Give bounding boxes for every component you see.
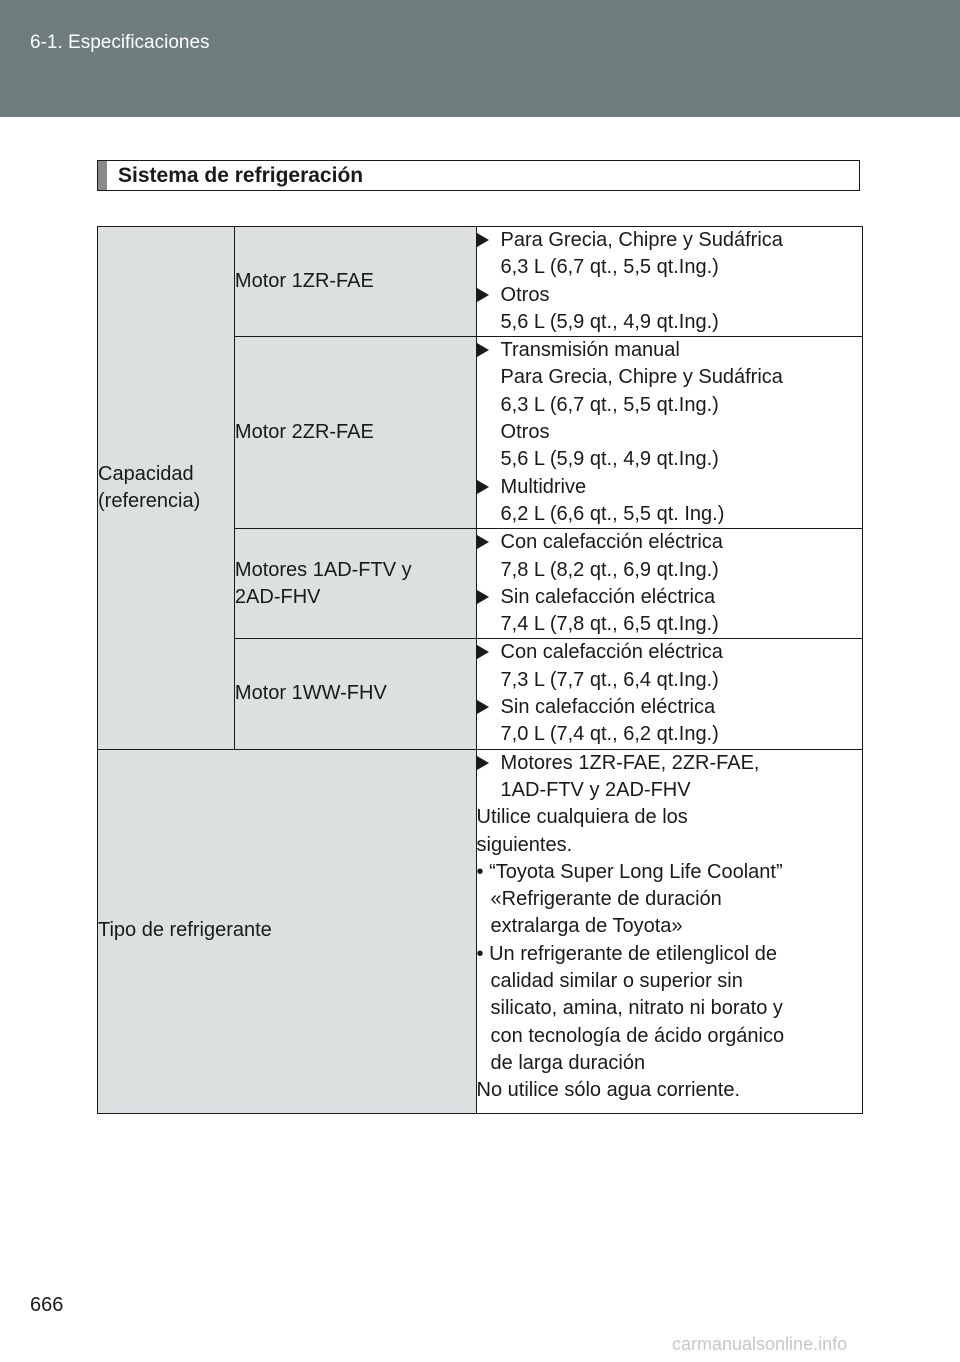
capacity-label-line: Capacidad <box>98 462 194 485</box>
value-text: Otros <box>500 421 550 444</box>
triangle-bullet-icon <box>477 590 489 604</box>
bullet-text: • Un refrigerante de etilenglicol de <box>476 942 778 965</box>
value-line <box>477 446 862 473</box>
value-text: Motores 1ZR-FAE, 2ZR-FAE, <box>500 751 760 774</box>
engine-cell <box>234 639 476 749</box>
triangle-bullet-icon <box>477 288 489 302</box>
title-accent-bar <box>98 161 107 190</box>
value-line <box>477 364 862 391</box>
value-line <box>477 639 862 666</box>
section-title-box <box>97 160 860 191</box>
bullet-text: de larga duración <box>490 1051 646 1074</box>
table-row <box>98 749 863 1113</box>
coolant-spec-table <box>97 226 863 1114</box>
value-text: Multidrive <box>500 475 587 498</box>
capacity-value-cell <box>476 529 862 639</box>
value-text: 7,4 L (7,8 qt., 6,5 qt.Ing.) <box>500 613 719 636</box>
value-text: Con calefacción eléctrica <box>500 531 723 554</box>
value-line <box>477 667 862 694</box>
bullet-text: «Refrigerante de duración <box>490 888 722 911</box>
value-text: 1AD-FTV y 2AD-FHV <box>500 778 691 801</box>
triangle-bullet-icon <box>477 233 489 247</box>
triangle-bullet-icon <box>477 343 489 357</box>
value-line <box>477 309 862 336</box>
value-text: 7,8 L (8,2 qt., 6,9 qt.Ing.) <box>500 558 719 581</box>
value-text: Para Grecia, Chipre y Sudáfrica <box>500 229 783 251</box>
bullet-text: silicato, amina, nitrato ni borato y <box>490 997 783 1020</box>
page-header <box>0 0 960 117</box>
bullet-text: calidad similar o superior sin <box>490 970 743 993</box>
value-text: 6,2 L (6,6 qt., 5,5 qt. Ing.) <box>500 502 725 525</box>
value-line <box>477 611 862 638</box>
engine-cell <box>234 529 476 639</box>
value-line <box>477 557 862 584</box>
bullet-text: extralarga de Toyota» <box>490 915 683 938</box>
engine-name-line: Motor 1WW-FHV <box>234 682 387 705</box>
value-line <box>477 282 862 309</box>
value-line <box>477 501 862 528</box>
value-line <box>477 254 862 281</box>
capacity-label-cell <box>98 227 235 750</box>
engine-name-line: Motor 1ZR-FAE <box>234 269 374 292</box>
value-text: 5,6 L (5,9 qt., 4,9 qt.Ing.) <box>500 310 719 333</box>
value-line <box>477 419 862 446</box>
section-title: Sistema de refrigeración <box>118 164 364 187</box>
engine-name-line: Motor 2ZR-FAE <box>234 421 374 444</box>
bullet-text: • “Toyota Super Long Life Coolant” <box>476 860 783 883</box>
section-breadcrumb: 6-1. Especificaciones <box>30 32 210 53</box>
value-line <box>477 227 862 254</box>
value-line <box>477 584 862 611</box>
capacity-value-cell <box>476 337 862 529</box>
triangle-bullet-icon <box>477 756 489 770</box>
value-line <box>477 474 862 501</box>
capacity-label-line: (referencia) <box>98 489 201 512</box>
value-text: 6,3 L (6,7 qt., 5,5 qt.Ing.) <box>500 256 719 279</box>
value-line <box>477 777 862 804</box>
triangle-bullet-icon <box>477 700 489 714</box>
value-text: 6,3 L (6,7 qt., 5,5 qt.Ing.) <box>500 393 719 416</box>
value-line <box>477 694 862 721</box>
value-text: Con calefacción eléctrica <box>500 641 723 664</box>
value-text: 7,3 L (7,7 qt., 6,4 qt.Ing.) <box>500 668 719 691</box>
triangle-bullet-icon <box>477 535 489 549</box>
value-text: Otros <box>500 283 550 306</box>
triangle-bullet-icon <box>477 645 489 659</box>
table-row <box>98 227 863 337</box>
value-line <box>477 721 862 748</box>
coolant-type-label-cell <box>98 749 477 1113</box>
value-line <box>477 750 862 777</box>
triangle-bullet-icon <box>477 480 489 494</box>
intro-text: siguientes. <box>476 833 573 856</box>
value-text: Transmisión manual <box>500 339 680 362</box>
engine-name-line: Motores 1AD-FTV y <box>234 558 412 581</box>
engine-name-line: 2AD-FHV <box>234 585 321 608</box>
warning-note: No utilice sólo agua corriente. <box>476 1079 741 1102</box>
bullet-text: con tecnología de ácido orgánico <box>490 1024 785 1047</box>
value-text: 5,6 L (5,9 qt., 4,9 qt.Ing.) <box>500 448 719 471</box>
value-line <box>477 529 862 556</box>
engine-cell <box>234 337 476 529</box>
page-number: 666 <box>30 1294 64 1316</box>
coolant-type-value-cell <box>476 749 862 1113</box>
value-text: 7,0 L (7,4 qt., 6,2 qt.Ing.) <box>500 723 719 746</box>
value-text: Sin calefacción eléctrica <box>500 585 716 608</box>
engine-cell <box>234 227 476 337</box>
value-line <box>477 337 862 364</box>
value-text: Para Grecia, Chipre y Sudáfrica <box>500 366 783 389</box>
intro-text: Utilice cualquiera de los <box>476 806 688 829</box>
capacity-value-cell <box>476 639 862 749</box>
coolant-type-label: Tipo de refrigerante <box>98 919 272 942</box>
value-text: Sin calefacción eléctrica <box>500 696 716 719</box>
capacity-value-cell <box>476 227 862 337</box>
value-line <box>477 392 862 419</box>
watermark: carmanualsonline.info <box>672 1334 848 1354</box>
